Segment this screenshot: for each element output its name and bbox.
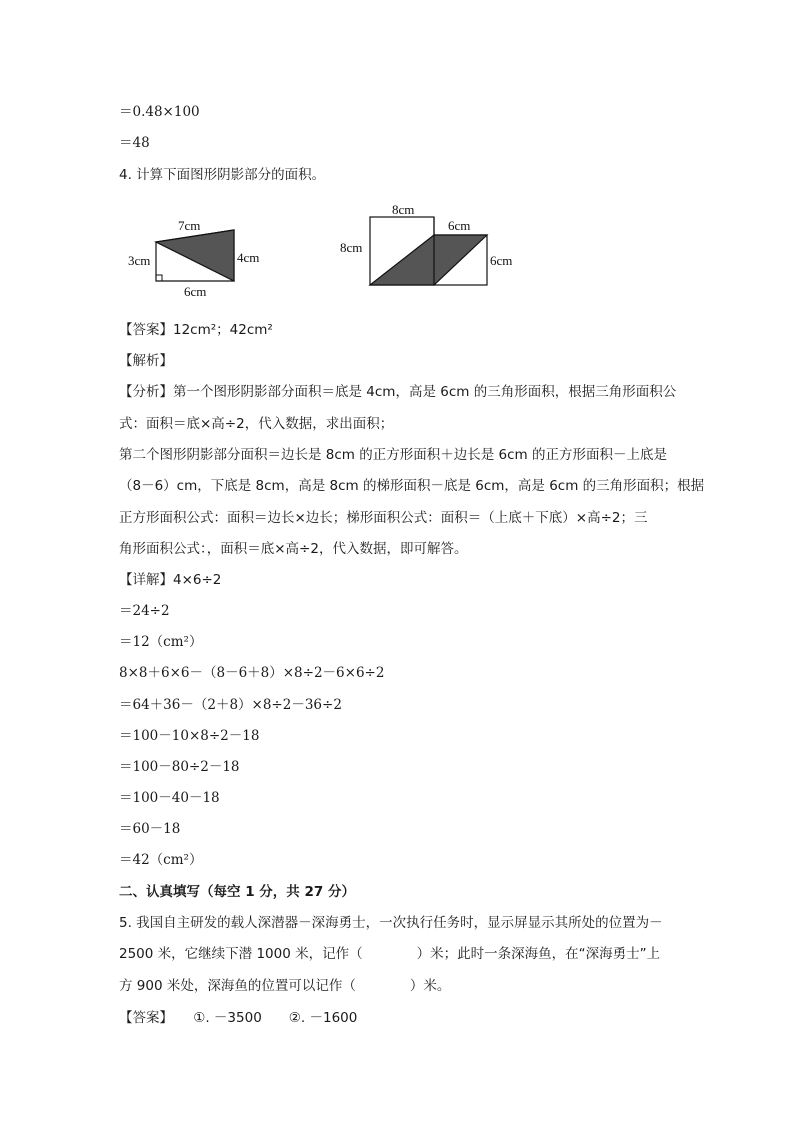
label-right: 4cm: [237, 250, 260, 265]
analysis-heading: 【解析】: [119, 353, 173, 369]
label-square-top: 8cm: [392, 202, 415, 217]
question-4-title: 4. 计算下面图形阴影部分的面积。: [119, 167, 326, 183]
section-heading: 二、认真填写（每空 1 分，共 27 分）: [119, 884, 355, 900]
label-top: 7cm: [178, 218, 201, 233]
label-small-top: 6cm: [448, 218, 471, 233]
equation-line: ＝100－40－18: [119, 790, 220, 806]
equation-line: 8×8＋6×6－（8－6＋8）×8÷2－6×6÷2: [119, 665, 385, 681]
analysis-text: 式：面积＝底×高÷2，代入数据，求出面积；: [119, 416, 394, 432]
equation-line: ＝12（cm²）: [119, 634, 203, 650]
equation-line: ＝60－18: [119, 821, 181, 837]
equation-line: ＝42（cm²）: [119, 852, 203, 868]
equation-line: ＝64＋36－（2＋8）×8÷2－36÷2: [119, 697, 342, 713]
detail-heading: 【详解】4×6÷2: [119, 572, 222, 588]
answer-line: 【答案】12cm²；42cm²: [119, 322, 273, 338]
analysis-text: 第二个图形阴影部分面积＝边长是 8cm 的正方形面积＋边长是 6cm 的正方形面积－上底是: [119, 447, 667, 463]
equation-line: ＝100－10×8÷2－18: [119, 728, 260, 744]
question-5-text: 5. 我国自主研发的载人深潜器－深海勇士，一次执行任务时，显示屏显示其所处的位置为－: [119, 915, 663, 931]
analysis-text: 【分析】第一个图形阴影部分面积＝底是 4cm，高是 6cm 的三角形面积，根据三角形面积公: [119, 384, 677, 400]
equation-line: ＝100－80÷2－18: [119, 759, 240, 775]
figure-1-trapezoid: [122, 212, 272, 302]
figure-2-squares: [336, 198, 536, 298]
equation-line: ＝0.48×100: [119, 104, 200, 120]
equation-line: ＝24÷2: [119, 603, 170, 619]
analysis-text: （8－6）cm，下底是 8cm，高是 8cm 的梯形面积－底是 6cm，高是 6cm 的三角形面积；根据: [119, 478, 705, 494]
label-left: 3cm: [128, 253, 151, 268]
equation-line: ＝48: [119, 135, 150, 151]
label-square-left: 8cm: [340, 240, 363, 255]
label-small-right: 6cm: [490, 253, 513, 268]
analysis-text: 角形面积公式：，面积＝底×高÷2，代入数据，即可解答。: [119, 541, 468, 557]
analysis-text: 正方形面积公式：面积＝边长×边长；梯形面积公式：面积＝（上底＋下底）×高÷2；三: [119, 510, 648, 526]
question-5-text: 方 900 米处，深海鱼的位置可以记作（ ）米。: [119, 978, 451, 994]
answer-line: 【答案】 ①. －3500 ②. －1600: [119, 1010, 358, 1026]
label-bottom: 6cm: [184, 284, 207, 299]
question-5-text: 2500 米，它继续下潜 1000 米，记作（ ）米；此时一条深海鱼，在“深海勇士”上: [119, 946, 661, 962]
